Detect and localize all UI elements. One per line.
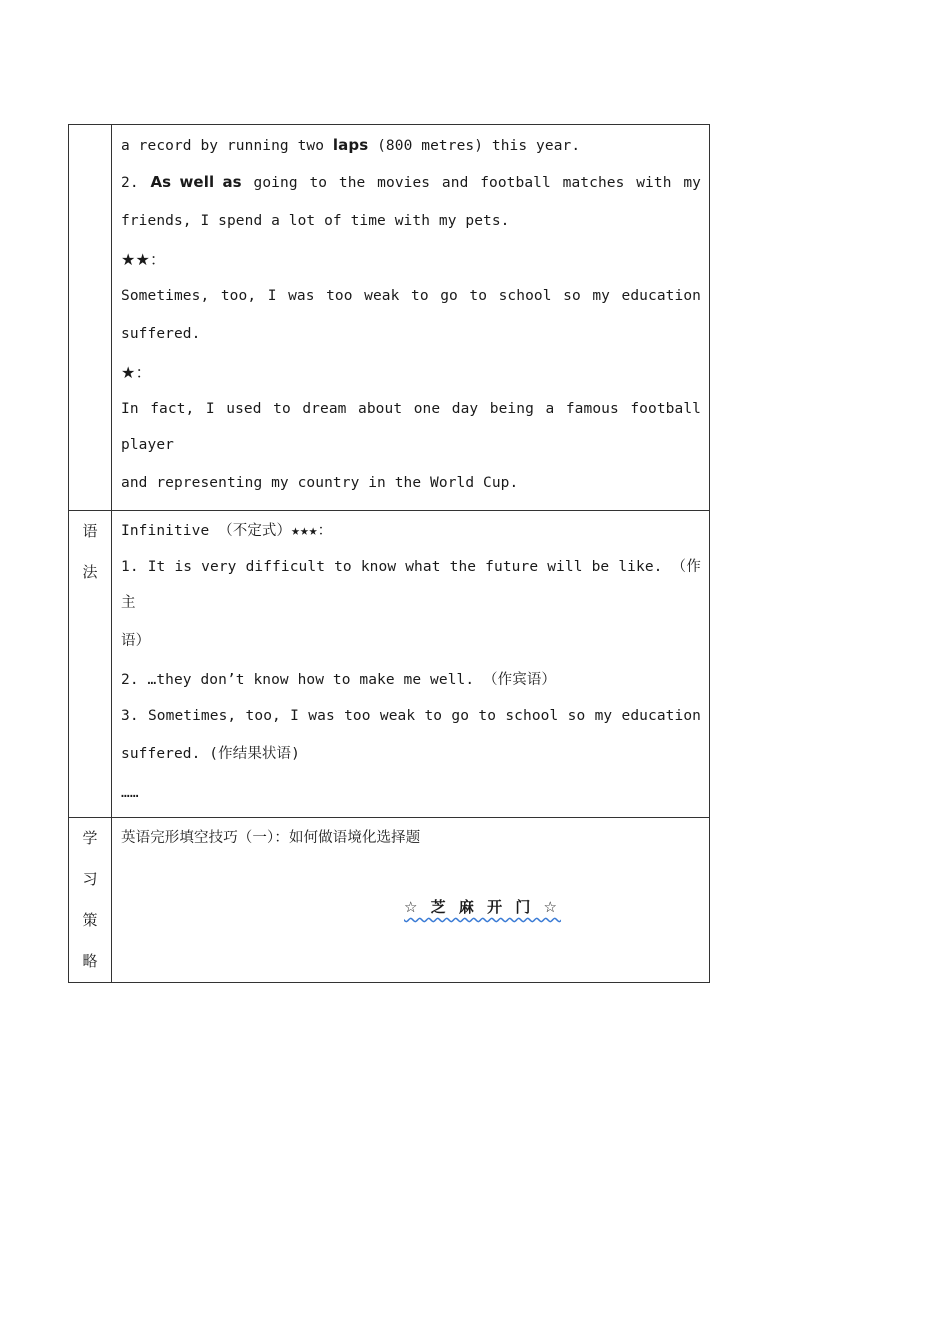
strategy-label-cell [69, 818, 112, 983]
laps-keyword: laps [332, 136, 369, 154]
vocabulary-row [69, 125, 710, 511]
footer-title: ☆ 芝 麻 开 门 ☆ [404, 898, 562, 916]
grammar-heading: Infinitive （不定式）★★★： [121, 523, 333, 539]
vocabulary-content-cell [112, 125, 710, 511]
vocabulary-label-cell [69, 125, 112, 511]
grammar-item3-line1: 3. Sometimes, too, I was too weak to go to school so my education [121, 708, 701, 724]
grammar-item2: 2. …they don’t know how to make me well. （作宾语） [121, 672, 557, 688]
laps-sentence: a record by running two laps (800 metres) this year. [121, 136, 581, 154]
strategy-text: 英语完形填空技巧（一）：如何做语境化选择题 [121, 830, 421, 846]
one-star-sentence-line1: In fact, I used to dream about one day being a famous football player [121, 401, 701, 453]
grammar-content-cell [112, 511, 710, 818]
grammar-label-char: 法 [82, 563, 98, 581]
grammar-row [69, 511, 710, 818]
as-well-as-keyword: As well as [150, 173, 242, 191]
content-table [68, 124, 710, 983]
grammar-item1-line1: 1. It is very difficult to know what the future will be like. （作主 [121, 559, 701, 611]
strategy-label-char: 略 [82, 952, 98, 970]
two-star-heading: ★★： [121, 250, 166, 269]
one-star-sentence-line2: and representing my country in the World Cup. [121, 475, 519, 491]
grammar-label-cell [69, 511, 112, 818]
grammar-label-char: 语 [82, 522, 98, 540]
one-star-heading: ★： [121, 363, 152, 382]
grammar-item3-line2: suffered. (作结果状语) [121, 746, 300, 762]
strategy-label-char: 习 [82, 870, 98, 888]
two-star-sentence-line1: Sometimes, too, I was too weak to go to school so my education [121, 288, 701, 304]
as-well-as-sentence-line1: 2. As well as going to the movies and football matches with my [121, 173, 701, 191]
two-star-sentence-line2: suffered. [121, 326, 201, 342]
strategy-row [69, 818, 710, 983]
strategy-label-char: 学 [82, 829, 98, 847]
grammar-ellipsis: …… [121, 785, 139, 801]
strategy-label-char: 策 [82, 911, 98, 929]
grammar-item1-line2: 语） [121, 633, 151, 649]
as-well-as-sentence-line2: friends, I spend a lot of time with my pets. [121, 213, 510, 229]
